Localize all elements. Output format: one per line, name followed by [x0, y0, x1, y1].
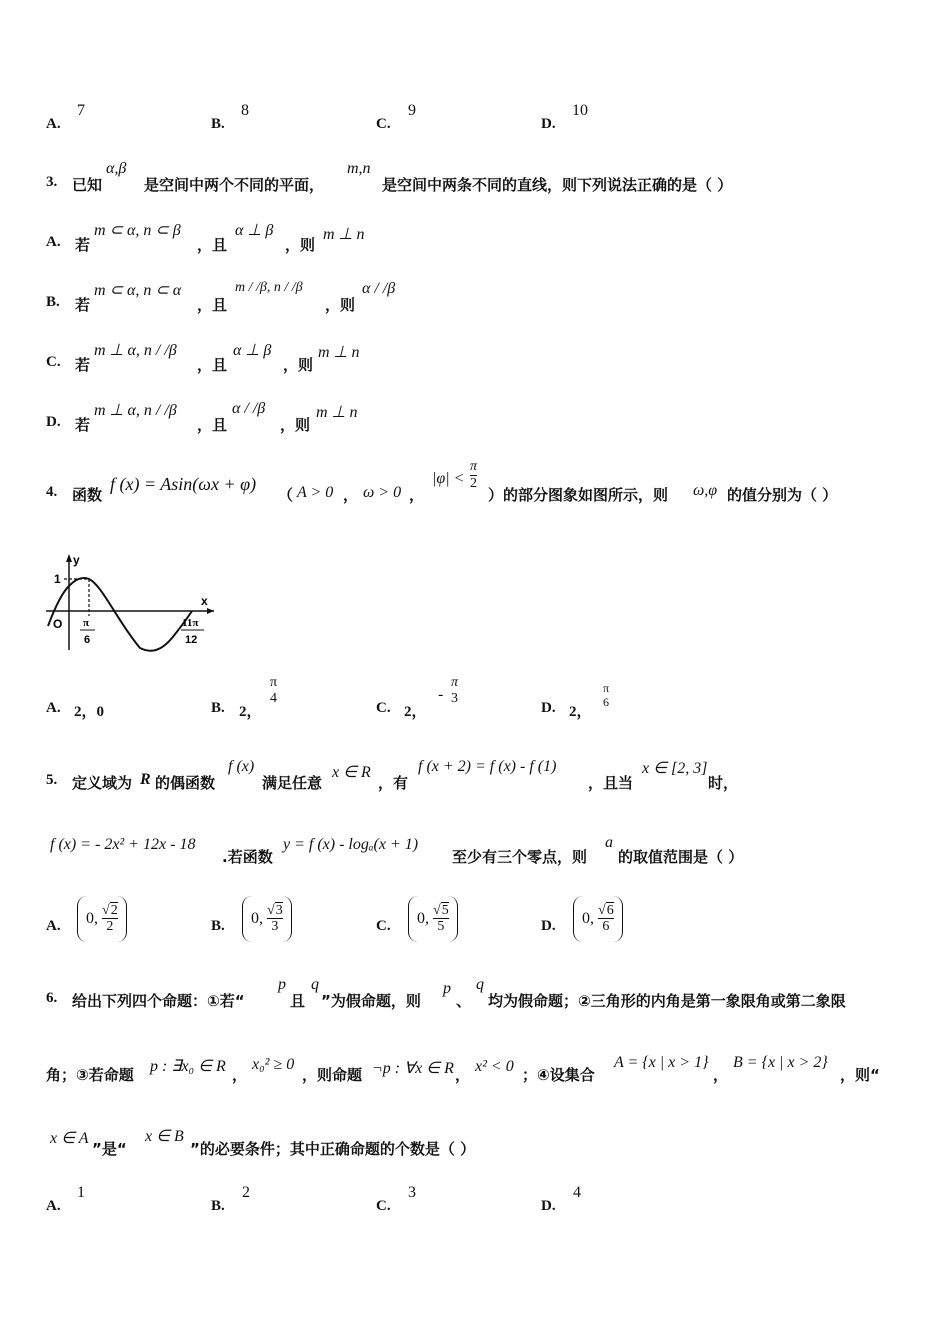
q5-b-den: 3 [267, 918, 283, 935]
q3-text-2: 是空间中两个不同的平面， [144, 176, 325, 194]
q6-stem-line-2 [0, 1052, 950, 1092]
q3-b-cond2: m / /β, n / /β [235, 280, 303, 295]
q4-d-num: π [603, 681, 610, 695]
q5-text-4: ，有 [378, 774, 409, 792]
q5-a-rad: 2 [110, 902, 118, 918]
q5-a-label: A. [46, 918, 61, 934]
q3-a-qie: ，且 [197, 236, 228, 254]
q5-c-interval [408, 896, 458, 942]
q3-d-qie: ，且 [197, 416, 228, 434]
q6-p-2: p [443, 980, 451, 997]
q2-option-a-label: A. [46, 116, 61, 132]
q6-x-in-b: x ∈ B [145, 1128, 184, 1145]
q3-d-cond1: m ⊥ α, n / /β [94, 402, 177, 419]
q4-cond-a: A > 0 [297, 484, 334, 501]
x-label: x [201, 594, 208, 608]
q5-domain-r: R [140, 771, 151, 788]
q3-b-qie: ，且 [197, 296, 228, 314]
q3-a-cond1: m ⊂ α, n ⊂ β [94, 222, 181, 239]
q6-qie: 且 [290, 992, 306, 1010]
q2-option-c-label: C. [376, 116, 391, 132]
q4-b-frac [270, 676, 277, 706]
q4-sep-1: ， [343, 486, 359, 504]
q5-param-a: a [605, 834, 613, 851]
q4-two: 2 [470, 475, 477, 491]
q3-d-ruo: 若 [75, 416, 91, 434]
q6-text-1: 给出下列四个命题：①若“ [72, 992, 245, 1010]
q4-c-num: π [451, 675, 459, 690]
q6-options [0, 1182, 950, 1222]
q5-d-den: 6 [598, 918, 614, 935]
q6-neg-p: ¬p : ∀x ∈ R [372, 1060, 454, 1077]
sine-graph-figure [40, 552, 220, 654]
q2-option-b-label: B. [211, 116, 225, 132]
q6-text-2: ”为假命题，则 [321, 992, 421, 1010]
q3-text-3: 是空间中两条不同的直线，则下列说法正确的是（ ） [382, 176, 733, 194]
q5-text-3: 满足任意 [262, 774, 323, 792]
tick-11pi-num: 11π [182, 617, 199, 629]
q5-b-label: B. [211, 918, 225, 934]
q3-c-cond2: α ⊥ β [233, 342, 272, 359]
q6-set-b: B = {x | x > 2} [733, 1054, 828, 1071]
q5-d-rad: 6 [606, 902, 614, 918]
y-axis-arrow [66, 554, 72, 562]
q4-pi: π [470, 459, 478, 474]
q5-zero-function: y = f (x) - logₐ(x + 1) [283, 836, 419, 853]
q5-d-frac: $\frac{√6}{6}$ [598, 902, 614, 935]
tick-pi-den: 6 [84, 634, 91, 646]
q5-text-6: 时， [708, 774, 739, 792]
q6-c-value: 3 [408, 1184, 416, 1201]
q3-b-concl: α / /β [362, 280, 396, 297]
q6-a-value: 1 [77, 1184, 85, 1201]
q4-cond-phi: |φ| < [432, 470, 465, 487]
q5-functional-equation: f (x + 2) = f (x) - f (1) [418, 758, 557, 775]
q4-b-num: π [270, 675, 278, 690]
q6-set-a: A = {x | x > 1} [614, 1054, 709, 1071]
q4-c-value: 2， [404, 704, 427, 720]
q3-math-planes: α,β [106, 160, 127, 177]
q6-c-label: C. [376, 1198, 391, 1214]
q5-c-label: C. [376, 918, 391, 934]
q4-text-3: 的值分别为（ ） [727, 486, 838, 504]
q5-text-5: ，且当 [588, 774, 634, 792]
q5-d-label: D. [541, 918, 556, 934]
q3-option-c [0, 338, 950, 378]
q4-a-label: A. [46, 700, 61, 716]
q4-omega-phi: ω,φ [693, 482, 718, 499]
q4-a-value: 2，0 [74, 704, 105, 720]
q4-d-frac [603, 682, 609, 708]
q5-d-interval [573, 896, 623, 942]
q5-text-9: 的取值范围是（ ） [618, 848, 744, 866]
q4-d-value: 2， [569, 704, 592, 720]
q3-b-ruo: 若 [75, 296, 91, 314]
q5-stem-line-1 [0, 756, 950, 796]
q3-a-label: A. [46, 234, 61, 250]
q4-b-den: 4 [270, 690, 278, 706]
q6-d-value: 4 [573, 1184, 581, 1201]
q6-x-in-a: x ∈ A [50, 1130, 89, 1147]
q4-paren-open: （ [278, 486, 294, 504]
q5-a-zero: 0, [86, 910, 98, 927]
q4-options [0, 676, 950, 726]
q5-fx: f (x) [228, 758, 255, 775]
q2-option-d-label: D. [541, 116, 556, 132]
q6-b-value: 2 [242, 1184, 250, 1201]
q5-text-7: .若函数 [222, 848, 273, 866]
q5-c-rad: 5 [441, 902, 449, 918]
q5-number: 5. [46, 772, 58, 788]
q3-c-qie: ，且 [197, 356, 228, 374]
y-label: y [73, 553, 80, 567]
q3-math-lines: m,n [347, 160, 371, 177]
q5-text-8: 至少有三个零点，则 [452, 848, 588, 866]
q2-option-b-value: 8 [241, 102, 249, 119]
q2-option-c-value: 9 [408, 102, 416, 119]
q4-c-label: C. [376, 700, 391, 716]
q5-a-interval [77, 896, 127, 942]
q6-d-label: D. [541, 1198, 556, 1214]
q3-b-ze: ，则 [325, 296, 356, 314]
q5-c-den: 5 [433, 918, 449, 935]
x-axis-arrow [207, 608, 214, 614]
q5-b-rad: 3 [275, 902, 283, 918]
q3-c-ze: ，则 [283, 356, 314, 374]
tick-11pi-den: 12 [185, 634, 198, 646]
q5-a-den: 2 [102, 918, 118, 935]
q3-b-cond1: m ⊂ α, n ⊂ α [94, 282, 182, 299]
q4-function: f (x) = Asin(ωx + φ) [110, 474, 257, 494]
q4-stem [0, 460, 950, 510]
q4-graph [40, 552, 220, 654]
q6-text-9: ”的必要条件；其中正确命题的个数是（ ） [190, 1140, 476, 1158]
q3-option-b [0, 278, 950, 318]
q4-d-den: 6 [603, 694, 610, 709]
q3-c-ruo: 若 [75, 356, 91, 374]
q3-b-label: B. [46, 294, 60, 310]
q5-interval: x ∈ [2, 3] [642, 760, 708, 777]
q6-sep-2: ， [455, 1066, 471, 1084]
q4-number: 4. [46, 484, 58, 500]
q5-c-zero: 0, [417, 910, 429, 927]
q6-text-5: ，则命题 [302, 1066, 363, 1084]
q5-b-zero: 0, [251, 910, 263, 927]
q5-piece-function: f (x) = - 2x² + 12x - 18 [50, 836, 196, 853]
q3-c-label: C. [46, 354, 61, 370]
q4-c-frac [451, 676, 458, 706]
q3-d-cond2: α / /β [232, 400, 266, 417]
q4-b-value: 2， [239, 704, 262, 720]
q5-text-1: 定义域为 [72, 774, 133, 792]
q3-stem [0, 160, 950, 200]
q6-text-3: 均为假命题；②三角形的内角是第一象限角或第二象限 [488, 992, 846, 1010]
q5-stem-line-2 [0, 830, 950, 870]
q6-sep-1: ， [232, 1066, 248, 1084]
q6-a-label: A. [46, 1198, 61, 1214]
q6-dun: 、 [456, 992, 472, 1010]
q4-text-1: 函数 [72, 486, 103, 504]
q6-q-2: q [476, 976, 484, 993]
q6-text-6: ；④设集合 [522, 1066, 595, 1084]
q3-a-cond2: α ⊥ β [235, 222, 274, 239]
q4-sep-2: ， [409, 486, 425, 504]
q6-text-7: ，则“ [840, 1066, 880, 1084]
q6-p: p [278, 976, 286, 993]
q3-c-cond1: m ⊥ α, n / /β [94, 342, 177, 359]
tick-pi-num: π [83, 617, 90, 629]
q4-text-2: ）的部分图象如图所示，则 [488, 486, 669, 504]
q5-a-frac: $\frac{√2}{2}$ [102, 902, 118, 935]
q6-b-label: B. [211, 1198, 225, 1214]
q5-b-interval [242, 896, 292, 942]
q4-d-label: D. [541, 700, 556, 716]
q6-stem-line-3 [0, 1124, 950, 1164]
q5-options [0, 894, 950, 950]
q3-a-concl: m ⊥ n [323, 226, 365, 243]
q5-d-zero: 0, [582, 910, 594, 927]
q4-pi-over-2 [470, 460, 477, 491]
q3-a-ruo: 若 [75, 236, 91, 254]
q6-ineq-2: x² < 0 [475, 1058, 514, 1075]
q4-c-neg: - [438, 686, 444, 703]
q2-options [0, 100, 950, 140]
q2-option-d-value: 10 [572, 102, 588, 119]
q6-stem-line-1 [0, 974, 950, 1014]
q6-text-4: 角；③若命题 [46, 1066, 134, 1084]
q4-b-label: B. [211, 700, 225, 716]
q3-c-concl: m ⊥ n [318, 344, 360, 361]
q3-option-a [0, 218, 950, 258]
q3-option-d [0, 398, 950, 438]
q4-c-den: 3 [451, 690, 458, 706]
q5-b-frac: $\frac{√3}{3}$ [267, 902, 283, 935]
q3-d-ze: ，则 [280, 416, 311, 434]
q3-d-label: D. [46, 414, 61, 430]
q6-ineq-1: x₀² ≥ 0 [252, 1056, 295, 1073]
q6-text-8: ”是“ [92, 1140, 127, 1158]
origin-label: O [53, 617, 63, 631]
q5-x-in-r: x ∈ R [332, 764, 371, 781]
q6-q: q [311, 976, 319, 993]
q4-cond-omega: ω > 0 [363, 484, 402, 501]
q2-option-a-value: 7 [77, 102, 85, 119]
q5-text-2: 的偶函数 [155, 774, 216, 792]
q6-number: 6. [46, 990, 58, 1006]
q3-d-concl: m ⊥ n [316, 404, 358, 421]
tick-one: 1 [54, 572, 61, 586]
q3-number: 3. [46, 174, 58, 190]
q6-sep-3: ， [713, 1066, 729, 1084]
q3-text-1: 已知 [72, 176, 103, 194]
q3-a-ze: ，则 [285, 236, 316, 254]
q6-prop-p: p : ∃x₀ ∈ R [150, 1058, 226, 1075]
q5-c-frac: $\frac{√5}{5}$ [433, 902, 449, 935]
